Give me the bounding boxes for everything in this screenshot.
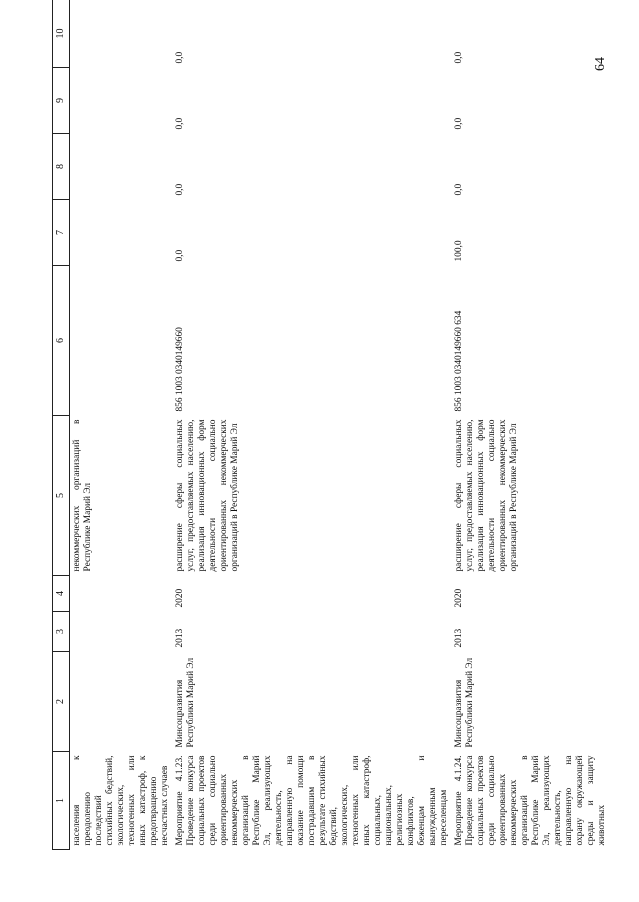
cell-value-10: 0,0 [175, 51, 185, 64]
cell-end-year: 2020 [454, 588, 464, 608]
cell-value-8: 0,0 [175, 183, 185, 196]
cell-value-10 [70, 0, 174, 68]
cell-value-9: 0,0 [454, 117, 464, 130]
col-header-1: 1 [53, 752, 70, 850]
cell-result: расширение сферы социальных услуг, предоставляемых населению, реализация инновационных форм деятельности социально ориентированных некоммерческих организаций в Республике Марий Эл [454, 419, 519, 572]
cell-start-year: 2013 [454, 628, 464, 648]
col-header-4: 4 [53, 576, 70, 612]
cell-result: расширение сферы социальных услуг, предоставляемых населению, реализация инновационных форм деятельности социально ориентированных некоммерческих организаций в Республике Марий Эл [175, 419, 240, 572]
col-header-7: 7 [53, 200, 70, 266]
cell-executor: Минсоцразвития Республики Марий Эл [175, 657, 196, 748]
col-header-6: 6 [53, 266, 70, 416]
cell-end-year: 2020 [175, 588, 185, 608]
cell-value-8 [70, 134, 174, 200]
header-row [53, 0, 70, 850]
cell-activity: населения к преодолению последствий стихийных бедствий, экологических, техногенных или иных катастроф, к предотвращению несчастных случаев [72, 755, 170, 846]
page-number: 64 [593, 57, 608, 71]
cell-budget-code [70, 266, 174, 416]
cell-value-7: 100,0 [454, 240, 464, 262]
cell-value-7 [70, 200, 174, 266]
table-row [452, 0, 639, 850]
col-header-3: 3 [53, 612, 70, 652]
cell-value-10: 0,0 [454, 51, 464, 64]
col-header-8: 8 [53, 134, 70, 200]
rotated-table-page [52, 0, 612, 850]
cell-budget-code: 856 1003 0340149660 [175, 327, 185, 412]
cell-activity: Мероприятие 4.1.24. Проведение конкурса социальных проектов среди социально ориентированных некоммерческих организаций в Республике Марий Эл, реализующих деятельность, направленную на охрану окружающей среды и защиту животных [454, 755, 607, 846]
cell-start-year: 2013 [175, 628, 185, 648]
col-header-2: 2 [53, 652, 70, 752]
program-table [52, 0, 639, 850]
cell-value-9: 0,0 [175, 117, 185, 130]
table-row [173, 0, 452, 850]
col-header-10: 10 [53, 0, 70, 68]
cell-value-9 [70, 68, 174, 134]
cell-budget-code: 856 1003 0340149660 634 [454, 310, 464, 412]
col-header-5: 5 [53, 416, 70, 576]
cell-result: некоммерческих организаций в Республике Марий Эл [72, 419, 93, 572]
cell-activity: Мероприятие 4.1.23. Проведение конкурса социальных проектов среди социально ориентированных некоммерческих организаций в Республике Марий Эл, реализующих деятельность, направленную на оказание помощи пострадавшим в результате стихийных бедствий, экологических, техногенных или иных катастроф, социальных, национальных, религиозных конфликтов, беженцам и вынужденным переселенцам [175, 755, 449, 846]
table-row [70, 0, 174, 850]
cell-executor: Минсоцразвития Республики Марий Эл [454, 657, 475, 748]
cell-value-7: 0,0 [175, 249, 185, 262]
cell-value-8: 0,0 [454, 183, 464, 196]
cell-executor [70, 652, 174, 752]
col-header-9: 9 [53, 68, 70, 134]
cell-start-year [70, 612, 174, 652]
cell-end-year [70, 576, 174, 612]
